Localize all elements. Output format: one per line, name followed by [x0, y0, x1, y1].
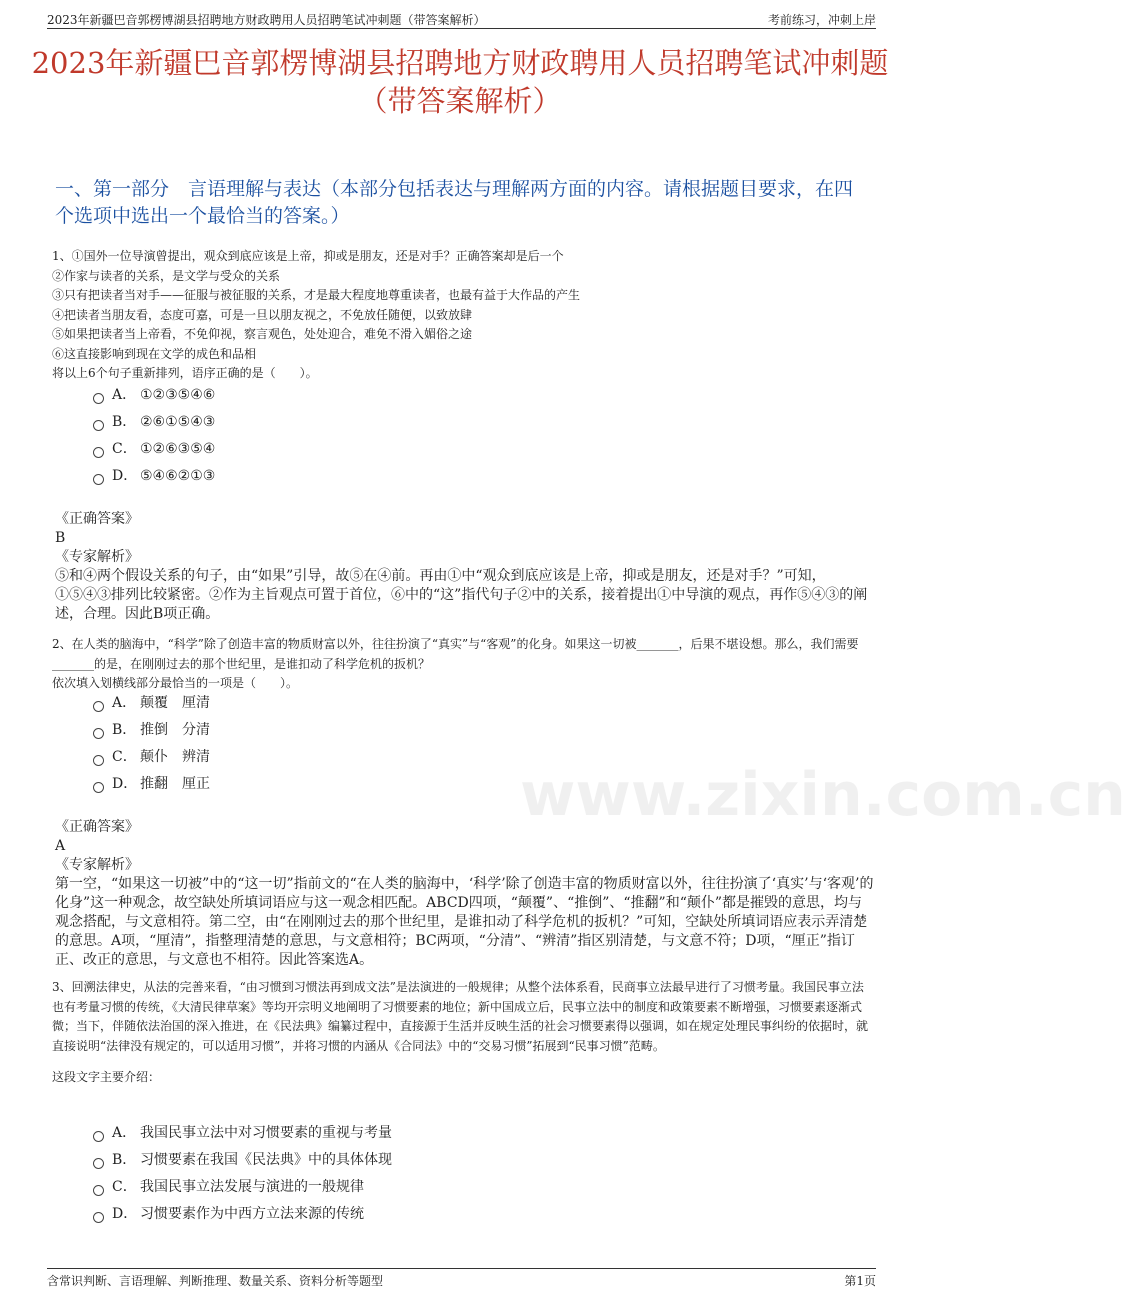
q2-answer-block — [55, 818, 874, 970]
q1-answer-block — [55, 510, 874, 624]
q1-options — [93, 382, 215, 490]
watermark: www.zixin.com.cn — [520, 760, 1126, 830]
radio-icon[interactable] — [93, 447, 104, 458]
analysis-text: ⑤和④两个假设关系的句子，由“如果”引导，故⑤在④前。再由①中“观众到底应该是上帝，抑或是朋友，还是对手？”可知，①⑤④③排列比较紧密。②作为主旨观点可置于首位，⑥中的“这”指代句子②中的关系，接着提出①中导演的观点，再作⑤④③的阐述，合理。因此B项正确。 — [55, 568, 868, 622]
q3-option-c[interactable]: C． 我国民事立法发展与演进的一般规律 — [93, 1174, 392, 1201]
q1-option-d[interactable]: D． ⑤④⑥②①③ — [93, 463, 215, 490]
q2-option-d[interactable]: D． 推翻 厘正 — [93, 771, 210, 798]
page-header — [47, 8, 876, 29]
q3-option-a[interactable]: A． 我国民事立法中对习惯要素的重视与考量 — [93, 1120, 392, 1147]
question-2 — [52, 635, 874, 694]
page-number: 第1页 — [844, 1274, 876, 1288]
radio-icon[interactable] — [93, 420, 104, 431]
q2-option-b[interactable]: B． 推倒 分清 — [93, 717, 210, 744]
analysis-label: 《专家解析》 — [55, 549, 139, 565]
q1-option-c[interactable]: C． ①②⑥③⑤④ — [93, 436, 215, 463]
q1-line: ②作家与读者的关系，是文学与受众的关系 — [52, 268, 281, 283]
radio-icon[interactable] — [93, 1212, 104, 1223]
q1-option-b[interactable]: B． ②⑥①⑤④③ — [93, 409, 215, 436]
radio-icon[interactable] — [93, 755, 104, 766]
q3-option-b[interactable]: B． 习惯要素在我国《民法典》中的具体体现 — [93, 1147, 392, 1174]
radio-icon[interactable] — [93, 782, 104, 793]
radio-icon[interactable] — [93, 1185, 104, 1196]
section-heading: 一、第一部分 言语理解与表达（本部分包括表达与理解两方面的内容。请根据题目要求，在四个选项中选出一个最恰当的答案。） — [55, 178, 854, 227]
q1-line: 将以上6个句子重新排列，语序正确的是（ ）。 — [52, 366, 318, 380]
radio-icon[interactable] — [93, 474, 104, 485]
answer-value: B — [55, 530, 66, 546]
q3-options — [93, 1120, 392, 1228]
answer-label: 《正确答案》 — [55, 819, 139, 835]
radio-icon[interactable] — [93, 393, 104, 404]
answer-value: A — [55, 838, 66, 854]
q2-line: 依次填入划横线部分最恰当的一项是（ ）。 — [52, 676, 299, 690]
q3-option-d[interactable]: D． 习惯要素作为中西方立法来源的传统 — [93, 1201, 392, 1228]
document-title: 2023年新疆巴音郭楞博湖县招聘地方财政聘用人员招聘笔试冲刺题（带答案解析） — [31, 46, 889, 118]
radio-icon[interactable] — [93, 728, 104, 739]
q1-line: ⑤如果把读者当上帝看，不免仰视，察言观色，处处迎合，难免不滑入媚俗之途 — [52, 327, 473, 341]
footer-note: 含常识判断、言语理解、判断推理、数量关系、资料分析等题型 — [47, 1274, 384, 1288]
q2-option-a[interactable]: A． 颠覆 厘清 — [93, 690, 210, 717]
q2-option-c[interactable]: C． 颠仆 辨清 — [93, 744, 210, 771]
analysis-text: 第一空，“如果这一切被”中的“这一切”指前文的“在人类的脑海中，‘科学’除了创造丰富的物质财富以外，往往扮演了‘真实’与‘客观’的化身”这一种观念，故空缺处所填词语应与这一观念相匹配。ABCD四项，“颠覆”、“推倒”、“推翻”和“颠仆”都是摧毁的意思，均与观念搭配，与文意相符。第二空，由“在刚刚过去的那个世纪里，是谁扣动了科学危机的扳机？”可知，空缺处所填词语应表示弄清楚的意思。A项，“厘清”，指整理清楚的意思，与文意相符；BC两项，“分清”、“辨清”指区别清楚，与文意不符；D项，“厘正”指订正、改正的意思，与文意也不相符。因此答案选A。 — [55, 876, 874, 968]
question-3 — [52, 978, 874, 1088]
q1-line: 1、①国外一位导演曾提出，观众到底应该是上帝，抑或是朋友，还是对手？正确答案却是后一个 — [52, 249, 564, 263]
page-footer — [47, 1268, 876, 1291]
radio-icon[interactable] — [93, 1131, 104, 1142]
q1-line: ⑥这直接影响到现在文学的成色和品相 — [52, 346, 257, 361]
q1-line: ③只有把读者当对手——征服与被征服的关系，才是最大程度地尊重读者，也最有益于大作品的产生 — [52, 288, 581, 302]
q1-line: ④把读者当朋友看，态度可嘉，可是一旦以朋友视之，不免放任随便，以致放肆 — [52, 307, 473, 322]
header-doc-title: 2023年新疆巴音郭楞博湖县招聘地方财政聘用人员招聘笔试冲刺题（带答案解析） — [47, 13, 486, 27]
q1-option-a[interactable]: A． ①②③⑤④⑥ — [93, 382, 215, 409]
header-slogan: 考前练习，冲刺上岸 — [767, 13, 876, 27]
question-1 — [52, 247, 874, 384]
answer-label: 《正确答案》 — [55, 511, 139, 527]
radio-icon[interactable] — [93, 701, 104, 712]
q2-line: 2、在人类的脑海中，“科学”除了创造丰富的物质财富以外，往往扮演了“真实”与“客观”的化身。如果这一切被_______，后果不堪设想。那么，我们需要_______的是，在刚刚过去的那个世纪里，是谁扣动了科学危机的扳机？ — [52, 637, 859, 671]
q3-prompt: 这段文字主要介绍： — [52, 1070, 161, 1084]
radio-icon[interactable] — [93, 1158, 104, 1169]
analysis-label: 《专家解析》 — [55, 857, 139, 873]
q2-options — [93, 690, 210, 798]
q3-text: 3、回溯法律史，从法的完善来看，“由习惯到习惯法再到成文法”是法演进的一般规律；从整个法体系看，民商事立法最早进行了习惯考量。我国民事立法也有考量习惯的传统，《大清民律草案》等均开宗明义地阐明了习惯要素的地位；新中国成立后，民事立法中的制度和政策要素不断增强，习惯要素逐渐式微；当下，伴随依法治国的深入推进，在《民法典》编纂过程中，直接源于生活并反映生活的社会习惯要素得以强调，如在规定处理民事纠纷的依据时，就直接说明“法律没有规定的，可以适用习惯”，并将习惯的内涵从《合同法》中的“交易习惯”拓展到“民事习惯”范畴。 — [52, 980, 869, 1053]
